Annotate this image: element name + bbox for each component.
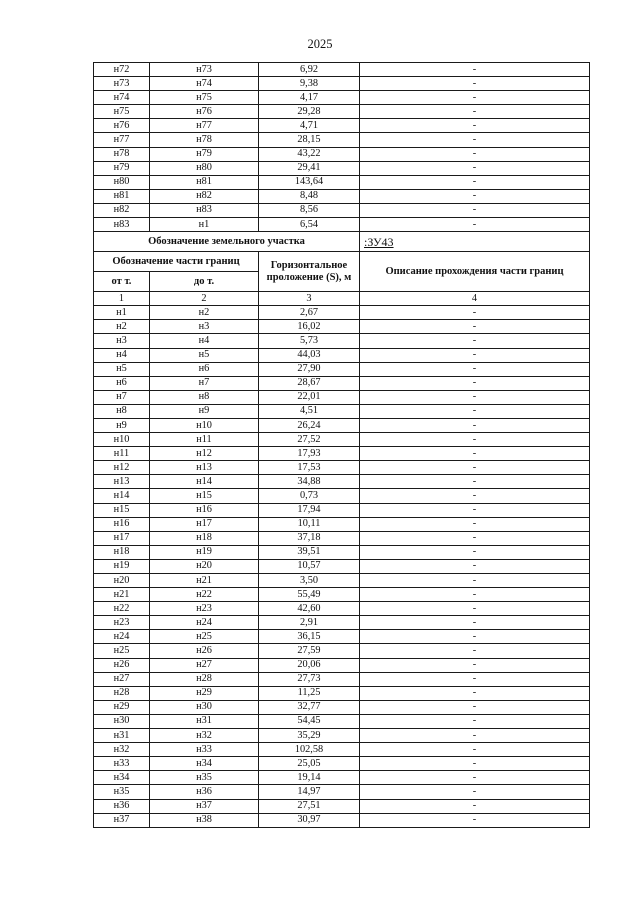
description-cell: - [360, 433, 590, 447]
table-row [94, 574, 590, 588]
table-row [94, 320, 590, 334]
description-cell: - [360, 545, 590, 559]
to-point-cell: н7 [150, 376, 259, 390]
from-point-cell: н13 [94, 475, 150, 489]
from-point-cell: н31 [94, 729, 150, 743]
to-point-cell: н23 [150, 602, 259, 616]
from-header: от т. [94, 272, 150, 292]
from-point-cell: н75 [94, 105, 150, 119]
description-cell: - [360, 77, 590, 91]
table-row [94, 147, 590, 161]
from-point-cell: н2 [94, 320, 150, 334]
to-point-cell: н13 [150, 461, 259, 475]
to-point-cell: н24 [150, 616, 259, 630]
to-point-cell: н37 [150, 799, 259, 813]
description-cell: - [360, 672, 590, 686]
description-cell: - [360, 517, 590, 531]
table-row [94, 729, 590, 743]
from-point-cell: н74 [94, 91, 150, 105]
table-row [94, 644, 590, 658]
from-point-cell: н4 [94, 348, 150, 362]
from-point-cell: н16 [94, 517, 150, 531]
description-cell: - [360, 700, 590, 714]
horizontal-length-cell: 143,64 [259, 175, 360, 189]
table-row [94, 630, 590, 644]
horizontal-length-cell: 35,29 [259, 729, 360, 743]
from-point-cell: н9 [94, 418, 150, 432]
to-point-cell: н33 [150, 743, 259, 757]
table-row [94, 203, 590, 217]
description-cell: - [360, 105, 590, 119]
description-cell: - [360, 785, 590, 799]
to-point-cell: н3 [150, 320, 259, 334]
to-point-cell: н2 [150, 306, 259, 320]
to-point-cell: н19 [150, 545, 259, 559]
horizontal-length-cell: 5,73 [259, 334, 360, 348]
description-cell: - [360, 161, 590, 175]
column-index: 3 [259, 292, 360, 306]
from-point-cell: н10 [94, 433, 150, 447]
table-row [94, 743, 590, 757]
horizontal-length-cell: 17,94 [259, 503, 360, 517]
horizontal-length-cell: 11,25 [259, 686, 360, 700]
description-cell: - [360, 531, 590, 545]
table-row [94, 63, 590, 77]
description-cell: - [360, 461, 590, 475]
from-point-cell: н22 [94, 602, 150, 616]
from-point-cell: н7 [94, 390, 150, 404]
to-point-cell: н82 [150, 189, 259, 203]
to-point-cell: н27 [150, 658, 259, 672]
from-point-cell: н32 [94, 743, 150, 757]
description-cell: - [360, 390, 590, 404]
horizontal-length-cell: 34,88 [259, 475, 360, 489]
horizontal-length-cell: 10,11 [259, 517, 360, 531]
description-header: Описание прохождения части границ [360, 252, 590, 292]
parcel-header [94, 232, 590, 306]
horizontal-length-cell: 20,06 [259, 658, 360, 672]
to-point-cell: н75 [150, 91, 259, 105]
to-point-cell: н35 [150, 771, 259, 785]
description-cell: - [360, 334, 590, 348]
description-cell: - [360, 133, 590, 147]
table-row [94, 348, 590, 362]
table-row [94, 658, 590, 672]
table-row [94, 91, 590, 105]
to-point-cell: н16 [150, 503, 259, 517]
to-point-cell: н83 [150, 203, 259, 217]
horizontal-length-cell: 55,49 [259, 588, 360, 602]
description-cell: - [360, 588, 590, 602]
from-point-cell: н76 [94, 119, 150, 133]
table-row [94, 813, 590, 827]
description-cell: - [360, 362, 590, 376]
horizontal-length-cell: 6,92 [259, 63, 360, 77]
to-point-cell: н10 [150, 418, 259, 432]
from-point-cell: н82 [94, 203, 150, 217]
description-cell: - [360, 203, 590, 217]
horizontal-length-cell: 2,67 [259, 306, 360, 320]
from-point-cell: н37 [94, 813, 150, 827]
horizontal-length-cell: 6,54 [259, 218, 360, 232]
from-point-cell: н27 [94, 672, 150, 686]
table-row [94, 503, 590, 517]
horizontal-length-cell: 19,14 [259, 771, 360, 785]
horizontal-length-cell: 4,17 [259, 91, 360, 105]
to-point-cell: н29 [150, 686, 259, 700]
table-row [94, 714, 590, 728]
table-row [94, 362, 590, 376]
description-cell: - [360, 602, 590, 616]
table-row [94, 218, 590, 232]
from-point-cell: н35 [94, 785, 150, 799]
description-cell: - [360, 658, 590, 672]
to-point-cell: н34 [150, 757, 259, 771]
table-row [94, 686, 590, 700]
from-point-cell: н11 [94, 447, 150, 461]
description-cell: - [360, 404, 590, 418]
boundary-table [93, 62, 590, 828]
table-row [94, 77, 590, 91]
parcel-label: Обозначение земельного участка [94, 232, 360, 252]
from-point-cell: н72 [94, 63, 150, 77]
from-point-cell: н80 [94, 175, 150, 189]
table-row [94, 133, 590, 147]
description-cell: - [360, 447, 590, 461]
description-cell: - [360, 147, 590, 161]
description-cell: - [360, 189, 590, 203]
from-point-cell: н79 [94, 161, 150, 175]
main-rows-body [94, 306, 590, 827]
to-point-cell: н74 [150, 77, 259, 91]
to-point-cell: н73 [150, 63, 259, 77]
table-row [94, 404, 590, 418]
to-point-cell: н36 [150, 785, 259, 799]
horizontal-length-cell: 26,24 [259, 418, 360, 432]
from-point-cell: н25 [94, 644, 150, 658]
description-cell: - [360, 475, 590, 489]
description-cell: - [360, 743, 590, 757]
header-row-1 [94, 252, 590, 272]
horizontal-length-cell: 54,45 [259, 714, 360, 728]
description-cell: - [360, 630, 590, 644]
to-point-cell: н30 [150, 700, 259, 714]
horizontal-length-header: Горизонтальное проложение (S), м [259, 252, 360, 292]
to-point-cell: н20 [150, 559, 259, 573]
horizontal-length-cell: 9,38 [259, 77, 360, 91]
horizontal-length-cell: 16,02 [259, 320, 360, 334]
from-point-cell: н34 [94, 771, 150, 785]
description-cell: - [360, 616, 590, 630]
horizontal-length-cell: 39,51 [259, 545, 360, 559]
horizontal-length-cell: 8,56 [259, 203, 360, 217]
horizontal-length-cell: 17,53 [259, 461, 360, 475]
horizontal-length-cell: 8,48 [259, 189, 360, 203]
table-row [94, 119, 590, 133]
to-point-cell: н79 [150, 147, 259, 161]
horizontal-length-cell: 27,59 [259, 644, 360, 658]
table-row [94, 105, 590, 119]
description-cell: - [360, 813, 590, 827]
from-point-cell: н78 [94, 147, 150, 161]
description-cell: - [360, 320, 590, 334]
description-cell: - [360, 91, 590, 105]
to-point-cell: н18 [150, 531, 259, 545]
to-point-cell: н25 [150, 630, 259, 644]
to-point-cell: н1 [150, 218, 259, 232]
table-row [94, 771, 590, 785]
table-row [94, 306, 590, 320]
to-point-cell: н15 [150, 489, 259, 503]
to-point-cell: н38 [150, 813, 259, 827]
description-cell: - [360, 757, 590, 771]
column-index: 4 [360, 292, 590, 306]
description-cell: - [360, 175, 590, 189]
table-row [94, 616, 590, 630]
from-point-cell: н28 [94, 686, 150, 700]
table-row [94, 334, 590, 348]
description-cell: - [360, 644, 590, 658]
table-row [94, 785, 590, 799]
horizontal-length-cell: 0,73 [259, 489, 360, 503]
to-point-cell: н14 [150, 475, 259, 489]
horizontal-length-cell: 14,97 [259, 785, 360, 799]
to-point-cell: н80 [150, 161, 259, 175]
table-row [94, 390, 590, 404]
table-row [94, 433, 590, 447]
horizontal-length-cell: 4,71 [259, 119, 360, 133]
table-row [94, 559, 590, 573]
table-row [94, 447, 590, 461]
to-point-cell: н11 [150, 433, 259, 447]
description-cell: - [360, 771, 590, 785]
to-point-cell: н76 [150, 105, 259, 119]
table-row [94, 175, 590, 189]
table-row [94, 799, 590, 813]
horizontal-length-cell: 44,03 [259, 348, 360, 362]
description-cell: - [360, 714, 590, 728]
to-point-cell: н81 [150, 175, 259, 189]
description-cell: - [360, 348, 590, 362]
to-point-cell: н32 [150, 729, 259, 743]
table-row [94, 602, 590, 616]
from-point-cell: н19 [94, 559, 150, 573]
from-point-cell: н3 [94, 334, 150, 348]
to-point-cell: н8 [150, 390, 259, 404]
to-header: до т. [150, 272, 259, 292]
horizontal-length-cell: 3,50 [259, 574, 360, 588]
from-point-cell: н15 [94, 503, 150, 517]
description-cell: - [360, 559, 590, 573]
to-point-cell: н9 [150, 404, 259, 418]
from-point-cell: н5 [94, 362, 150, 376]
table-row [94, 461, 590, 475]
horizontal-length-cell: 10,57 [259, 559, 360, 573]
boundary-parts-header: Обозначение части границ [94, 252, 259, 272]
table-row [94, 700, 590, 714]
to-point-cell: н12 [150, 447, 259, 461]
description-cell: - [360, 306, 590, 320]
top-rows-body [94, 63, 590, 232]
from-point-cell: н36 [94, 799, 150, 813]
horizontal-length-cell: 43,22 [259, 147, 360, 161]
description-cell: - [360, 686, 590, 700]
from-point-cell: н1 [94, 306, 150, 320]
table-row [94, 545, 590, 559]
description-cell: - [360, 799, 590, 813]
from-point-cell: н33 [94, 757, 150, 771]
table-row [94, 475, 590, 489]
description-cell: - [360, 489, 590, 503]
from-point-cell: н29 [94, 700, 150, 714]
table-row [94, 531, 590, 545]
from-point-cell: н17 [94, 531, 150, 545]
table-row [94, 189, 590, 203]
horizontal-length-cell: 102,58 [259, 743, 360, 757]
from-point-cell: н6 [94, 376, 150, 390]
table-row [94, 161, 590, 175]
table-row [94, 376, 590, 390]
horizontal-length-cell: 28,15 [259, 133, 360, 147]
column-index: 1 [94, 292, 150, 306]
parcel-code: :ЗУ43 [360, 232, 590, 252]
from-point-cell: н18 [94, 545, 150, 559]
to-point-cell: н17 [150, 517, 259, 531]
to-point-cell: н4 [150, 334, 259, 348]
horizontal-length-cell: 4,51 [259, 404, 360, 418]
description-cell: - [360, 503, 590, 517]
table-row [94, 672, 590, 686]
from-point-cell: н26 [94, 658, 150, 672]
column-index-row [94, 292, 590, 306]
to-point-cell: н78 [150, 133, 259, 147]
horizontal-length-cell: 25,05 [259, 757, 360, 771]
to-point-cell: н28 [150, 672, 259, 686]
horizontal-length-cell: 27,73 [259, 672, 360, 686]
description-cell: - [360, 376, 590, 390]
description-cell: - [360, 574, 590, 588]
from-point-cell: н8 [94, 404, 150, 418]
from-point-cell: н12 [94, 461, 150, 475]
to-point-cell: н6 [150, 362, 259, 376]
to-point-cell: н22 [150, 588, 259, 602]
horizontal-length-cell: 32,77 [259, 700, 360, 714]
from-point-cell: н81 [94, 189, 150, 203]
to-point-cell: н5 [150, 348, 259, 362]
description-cell: - [360, 418, 590, 432]
horizontal-length-cell: 30,97 [259, 813, 360, 827]
horizontal-length-cell: 27,51 [259, 799, 360, 813]
from-point-cell: н73 [94, 77, 150, 91]
description-cell: - [360, 119, 590, 133]
from-point-cell: н20 [94, 574, 150, 588]
table-row [94, 517, 590, 531]
from-point-cell: н83 [94, 218, 150, 232]
to-point-cell: н21 [150, 574, 259, 588]
description-cell: - [360, 729, 590, 743]
horizontal-length-cell: 37,18 [259, 531, 360, 545]
from-point-cell: н14 [94, 489, 150, 503]
parcel-row [94, 232, 590, 252]
horizontal-length-cell: 42,60 [259, 602, 360, 616]
table-row [94, 757, 590, 771]
description-cell: - [360, 218, 590, 232]
to-point-cell: н26 [150, 644, 259, 658]
horizontal-length-cell: 36,15 [259, 630, 360, 644]
to-point-cell: н77 [150, 119, 259, 133]
from-point-cell: н77 [94, 133, 150, 147]
horizontal-length-cell: 28,67 [259, 376, 360, 390]
from-point-cell: н30 [94, 714, 150, 728]
to-point-cell: н31 [150, 714, 259, 728]
horizontal-length-cell: 2,91 [259, 616, 360, 630]
table-row [94, 418, 590, 432]
table-row [94, 489, 590, 503]
horizontal-length-cell: 22,01 [259, 390, 360, 404]
horizontal-length-cell: 29,41 [259, 161, 360, 175]
horizontal-length-cell: 17,93 [259, 447, 360, 461]
column-index: 2 [150, 292, 259, 306]
table-row [94, 588, 590, 602]
from-point-cell: н23 [94, 616, 150, 630]
from-point-cell: н24 [94, 630, 150, 644]
horizontal-length-cell: 27,90 [259, 362, 360, 376]
from-point-cell: н21 [94, 588, 150, 602]
horizontal-length-cell: 29,28 [259, 105, 360, 119]
description-cell: - [360, 63, 590, 77]
page-number: 2025 [307, 37, 333, 51]
horizontal-length-cell: 27,52 [259, 433, 360, 447]
